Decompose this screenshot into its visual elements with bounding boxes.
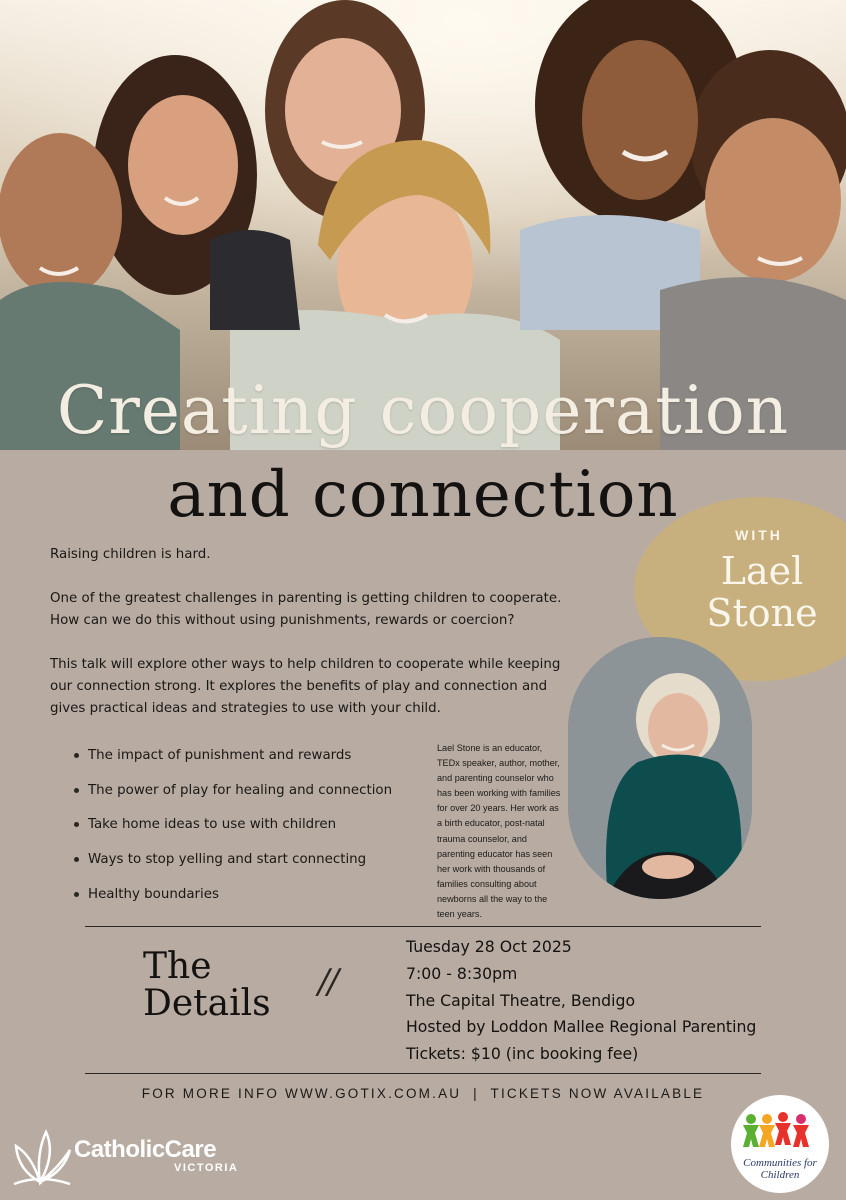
hero-photo: [0, 0, 846, 450]
catholiccare-name: CatholicCare: [74, 1136, 217, 1163]
paper-people-icon: [731, 1095, 829, 1157]
intro-paragraph: Raising children is hard.: [50, 547, 211, 562]
cfc-name: Communities for Children: [743, 1157, 817, 1181]
list-item-text: The power of play for healing and connection: [88, 782, 393, 798]
details-separator: //: [318, 962, 337, 1002]
title-line-1: Creating cooperation: [56, 372, 790, 449]
host-prefix: WITH: [735, 527, 783, 543]
list-item-text: The impact of punishment and rewards: [88, 747, 352, 763]
speaker-bio: Lael Stone is an educator, TEDx speaker, author, mother, and parenting counselor who has been working with families for over 20 years. Her work as a birth educator, post-natal trauma counselor, and parenting educator has seen her work with thousands of families consulting about newborns all the way to the teen years.: [437, 743, 561, 920]
intro-text: [50, 544, 570, 742]
footer-info: FOR MORE INFO WWW.GOTIX.COM.AU | TICKETS NOW AVAILABLE: [141, 1086, 705, 1101]
list-item: [74, 738, 414, 773]
event-tickets: Tickets: $10 (inc booking fee): [406, 1044, 639, 1064]
intro-paragraph: This talk will explore other ways to help children to cooperate while keeping our connection strong. It explores the benefits of play and connection and gives practical ideas and strategies to use with your child.: [50, 657, 561, 716]
catholiccare-logo: [10, 1124, 240, 1190]
bullet-icon: [74, 892, 79, 897]
catholiccare-flower-icon: [10, 1124, 74, 1190]
divider-top: [85, 926, 761, 927]
details-heading-line-1: The: [143, 946, 212, 987]
list-item-text: Ways to stop yelling and start connecting: [88, 852, 367, 868]
bullet-icon: [74, 788, 79, 793]
event-venue: The Capital Theatre, Bendigo: [406, 990, 636, 1010]
list-item: [74, 842, 414, 877]
details-heading-line-2: Details: [143, 983, 271, 1024]
list-item: [74, 773, 414, 808]
divider-bottom: [85, 1073, 761, 1074]
title-line-2: and connection: [167, 458, 679, 532]
bullet-icon: [74, 822, 79, 827]
bullet-icon: [74, 753, 79, 758]
event-date: Tuesday 28 Oct 2025: [406, 937, 572, 956]
list-item-text: Healthy boundaries: [88, 887, 219, 903]
event-time: 7:00 - 8:30pm: [406, 963, 518, 983]
communities-for-children-logo: [731, 1095, 829, 1193]
speaker-portrait: [568, 637, 752, 899]
event-details: [406, 934, 756, 1068]
list-item-text: Take home ideas to use with children: [88, 817, 337, 833]
intro-paragraph: One of the greatest challenges in parenting is getting children to cooperate. How can we do this without using punishments, rewards or coercion?: [50, 591, 562, 628]
catholiccare-region: VICTORIA: [174, 1162, 239, 1174]
event-host: Hosted by Loddon Mallee Regional Parenting: [406, 1017, 757, 1037]
host-last-name: Stone: [706, 591, 818, 635]
bullet-icon: [74, 857, 79, 862]
list-item: [74, 877, 414, 912]
host-first-name: Lael: [720, 549, 804, 593]
list-item: [74, 808, 414, 843]
speaker-photo: [568, 637, 752, 899]
topics-list: [74, 738, 414, 912]
